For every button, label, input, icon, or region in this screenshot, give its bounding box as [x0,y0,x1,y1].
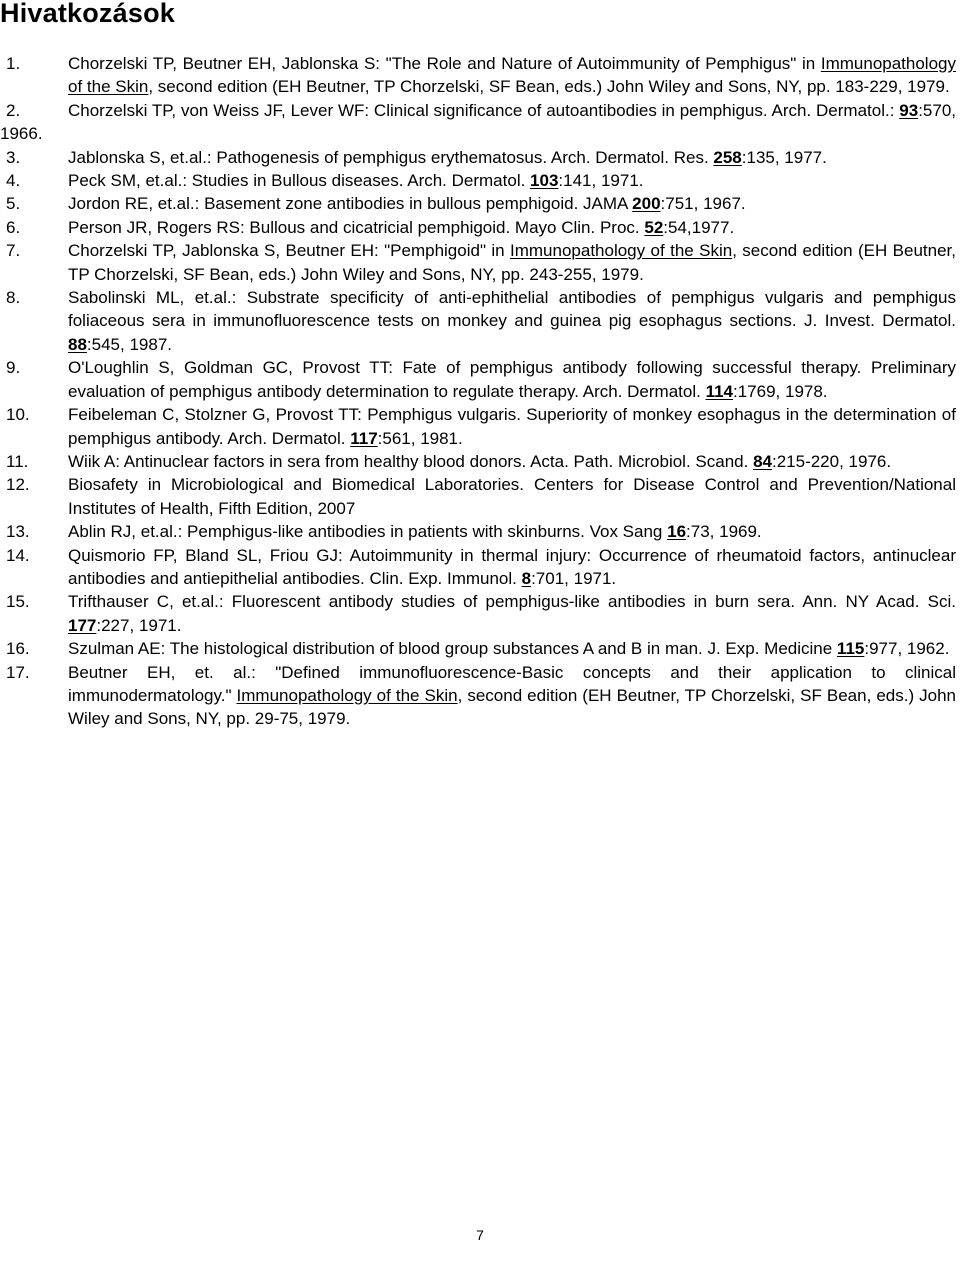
reference-number: 13. [6,522,30,542]
reference-text [68,239,956,286]
reference-text [68,286,956,356]
reference-number: 15. [6,592,30,612]
reference-text-segment: Beutner EH, et. al.: "Defined immunofluorescence-Basic concepts and their application to clinical immunodermatology." [68,662,956,705]
reference-text-segment: Jordon RE, et.al.: Basement zone antibodies in bullous pemphigoid. JAMA [68,194,633,214]
reference-text-segment: Biosafety in Microbiological and Biomedical Laboratories. Centers for Disease Control and Prevention/National Institutes of Health, Fifth Edition, 2007 [68,475,956,518]
reference-text [0,101,956,143]
reference-text [68,473,956,520]
reference-text [68,661,956,731]
reference-text-segment: :227, 1971. [96,615,182,635]
reference-text-segment: Wiik A: Antinuclear factors in sera from healthy blood donors. Acta. Path. Microbiol. Scand. [68,451,754,471]
volume-number: 52 [644,217,664,237]
reference-text [68,146,956,169]
reference-item [0,473,960,520]
reference-number: 16. [6,639,30,659]
reference-item [0,99,960,146]
reference-text-segment: :570, 1966. [0,100,956,144]
reference-text-segment: :135, 1977. [741,147,827,167]
reference-number: 17. [6,662,30,682]
reference-item [0,286,960,356]
reference-text-segment: Peck SM, et.al.: Studies in Bullous diseases. Arch. Dermatol. [68,171,531,191]
reference-text-segment: :215-220, 1976. [771,451,892,471]
reference-text-segment: Feibeleman C, Stolzner G, Provost TT: Pemphigus vulgaris. Superiority of monkey esophagus in the determination of pemphigus antibody. Arch. Dermatol. [68,405,956,448]
reference-number: 14. [6,545,30,565]
reference-text-segment: :977, 1962. [864,639,950,659]
reference-item [0,520,960,543]
page-number: 7 [476,1227,484,1243]
reference-text [68,52,956,99]
reference-item [0,356,960,403]
reference-text [68,192,956,215]
volume-number: 16 [667,522,687,542]
reference-item [0,52,960,99]
reference-text [68,169,956,192]
reference-text-segment: Trifthauser C, et.al.: Fluorescent antibody studies of pemphigus-like antibodies in burn sera. Ann. NY Acad. Sci. [68,592,956,612]
volume-number: 93 [899,100,919,120]
volume-number: 84 [753,451,772,471]
reference-text-segment: Chorzelski TP, Jablonska S, Beutner EH: "Pemphigoid" in [68,241,510,261]
reference-number: 10. [6,405,30,425]
reference-item [0,450,960,473]
reference-text [68,544,956,591]
reference-text-segment: Szulman AE: The histological distribution of blood group substances A and B in man. J. Exp. Medicine [68,639,837,659]
reference-text-segment: Ablin RJ, et.al.: Pemphigus-like antibodies in patients with skinburns. Vox Sang [68,522,668,542]
book-title: Immunopathology of the Skin [510,241,733,261]
reference-text [68,216,956,239]
book-title: Immunopathology of the Skin [68,54,956,97]
reference-number: 6. [6,217,21,237]
reference-text-segment: :141, 1971. [558,171,644,191]
reference-number: 12. [6,475,30,495]
reference-number: 4. [6,171,21,191]
reference-text-segment: :1769, 1978. [733,381,828,401]
reference-number: 8. [6,288,21,308]
reference-text-segment: :54,1977. [663,217,735,237]
reference-text-segment: Chorzelski TP, Beutner EH, Jablonska S: "The Role and Nature of Autoimmunity of Pemphigus" in [68,54,821,73]
volume-number: 88 [68,334,87,354]
reference-text [68,450,956,473]
reference-number: 5. [6,194,21,214]
reference-text-segment: Quismorio FP, Bland SL, Friou GJ: Autoimmunity in thermal injury: Occurrence of rheumatoid factors, antinuclear antibodies and antiepithelial antibodies. Clin. Exp. Immunol. [68,545,956,588]
book-title: Immunopathology of the Skin [236,685,458,705]
reference-number: 1. [6,54,21,73]
reference-text [68,403,956,450]
reference-text-segment: :701, 1971. [531,568,617,588]
volume-number: 177 [68,615,97,635]
reference-number: 2. [6,100,21,120]
volume-number: 103 [530,171,559,191]
volume-number: 8 [521,568,532,588]
reference-number: 9. [6,358,21,378]
reference-text-segment: Jablonska S, et.al.: Pathogenesis of pemphigus erythematosus. Arch. Dermatol. Res. [68,147,714,167]
reference-text-segment: :561, 1981. [377,428,463,448]
reference-item [0,590,960,637]
reference-text-segment: :73, 1969. [686,522,762,542]
reference-text-segment: :751, 1967. [660,194,746,214]
volume-number: 115 [836,639,865,659]
reference-item [0,239,960,286]
reference-text [68,590,956,637]
reference-number: 3. [6,147,21,167]
volume-number: 117 [350,428,378,448]
reference-text [68,637,956,660]
volume-number: 200 [632,194,661,214]
reference-text-segment: Chorzelski TP, von Weiss JF, Lever WF: Clinical significance of autoantibodies in pemphigus. Arch. Dermatol.: [68,100,900,120]
reference-number: 11. [6,451,29,471]
reference-text-segment: , second edition (EH Beutner, TP Chorzelski, SF Bean, eds.) John Wiley and Sons, NY, pp. 183-229, 1979. [148,77,950,97]
reference-list [0,52,960,731]
reference-text-segment: Sabolinski ML, et.al.: Substrate specificity of anti-ephithelial antibodies of pemphigus vulgaris and pemphigus foliaceous sera in immunofluorescence tests on monkey and guinea pig esophagus sections. J. Invest. Dermatol. [68,288,956,331]
reference-item [0,661,960,731]
volume-number: 258 [713,147,742,167]
volume-number: 114 [705,381,733,401]
reference-item [0,403,960,450]
reference-text-segment: Person JR, Rogers RS: Bullous and cicatricial pemphigoid. Mayo Clin. Proc. [68,217,645,237]
reference-item [0,192,960,215]
reference-number: 7. [6,241,21,261]
reference-text-segment: :545, 1987. [86,334,172,354]
reference-item [0,169,960,192]
reference-item [0,146,960,169]
reference-text-segment: , second edition (EH Beutner, TP Chorzelski, SF Bean, eds.) John Wiley and Sons, NY, pp. 29-75, 1979. [68,685,957,729]
reference-item [0,216,960,239]
reference-text [68,520,956,543]
reference-item [0,544,960,591]
reference-item [0,637,960,660]
reference-text [68,356,956,403]
reference-text-segment: , second edition (EH Beutner, TP Chorzelski, SF Bean, eds.) John Wiley and Sons, NY, pp. 243-255, 1979. [68,241,956,284]
page-title: Hivatkozások [0,0,175,28]
reference-text-segment: O'Loughlin S, Goldman GC, Provost TT: Fate of pemphigus antibody following successful therapy. Preliminary evaluation of pemphigus antibody determination to regulate therapy. Arch. Dermatol. [68,358,956,401]
